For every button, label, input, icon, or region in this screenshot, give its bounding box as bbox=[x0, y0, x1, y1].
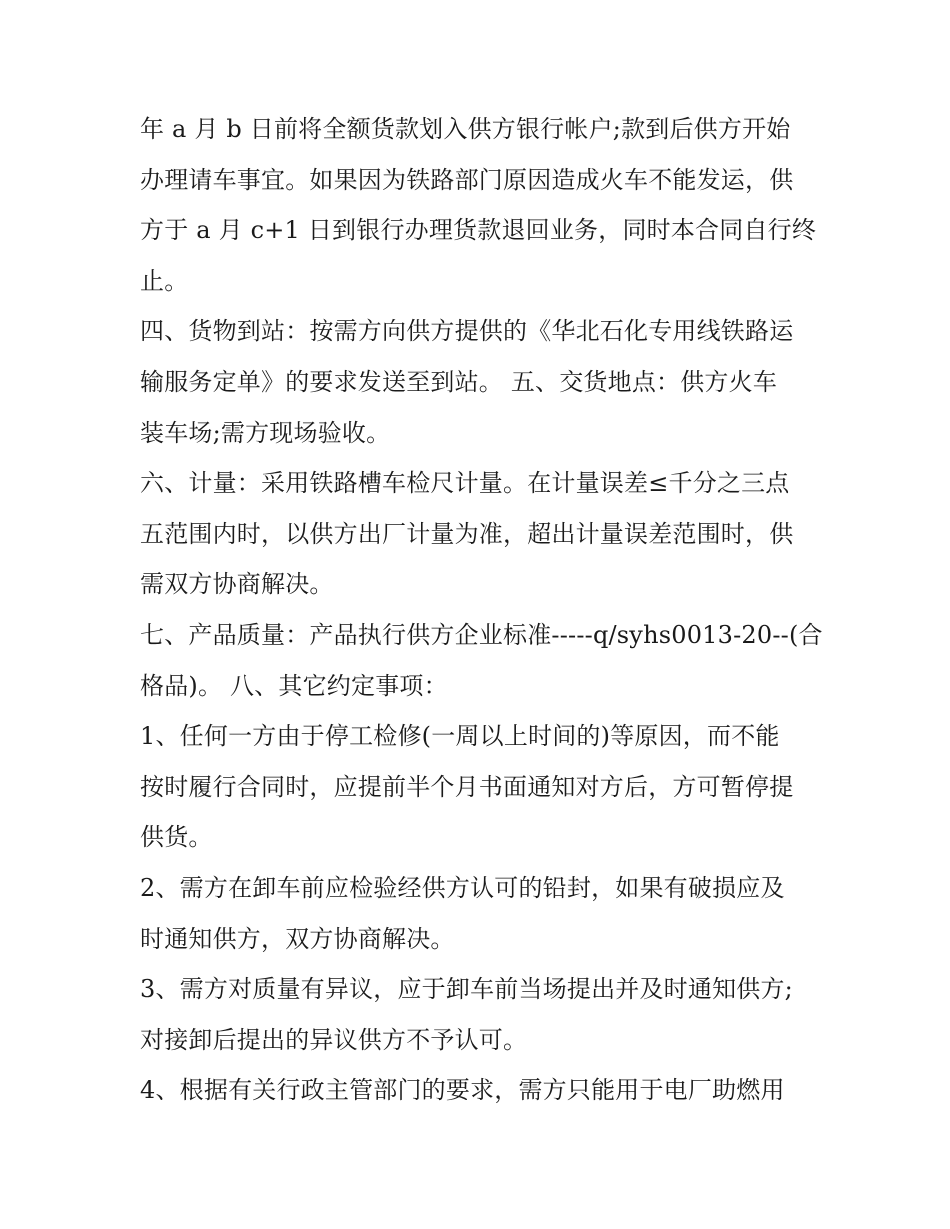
text-line: 输服务定单》的要求发送至到站。 五、交货地点：供方火车 bbox=[140, 367, 778, 396]
text-line: 按时履行合同时，应提前半个月书面通知对方后，方可暂停提 bbox=[140, 772, 794, 801]
text-line: 需双方协商解决。 bbox=[140, 570, 334, 599]
text-line: 时通知供方，双方协商解决。 bbox=[140, 924, 455, 953]
text-line: 年 a 月 b 日前将全额货款划入供方银行帐户;款到后供方开始 bbox=[140, 115, 791, 143]
paragraph-item-1 bbox=[140, 711, 830, 863]
text-line: 办理请车事宜。如果因为铁路部门原因造成火车不能发运，供 bbox=[140, 165, 794, 194]
paragraph-payment-terms bbox=[140, 104, 830, 306]
paragraph-destination bbox=[140, 306, 830, 458]
text-line: 1、任何一方由于停工检修(一周以上时间的)等原因，而不能 bbox=[140, 722, 780, 751]
text-line: 4、根据有关行政主管部门的要求，需方只能用于电厂助燃用 bbox=[140, 1076, 785, 1105]
paragraph-item-3 bbox=[140, 964, 830, 1065]
text-line: 六、计量：采用铁路槽车检尺计量。在计量误差≤千分之三点 bbox=[140, 469, 790, 498]
text-line: 装车场;需方现场验收。 bbox=[140, 418, 391, 447]
text-line: 3、需方对质量有异议，应于卸车前当场提出并及时通知供方; bbox=[140, 975, 793, 1004]
text-line: 止。 bbox=[140, 266, 189, 295]
paragraph-item-2 bbox=[140, 863, 830, 964]
document-body bbox=[140, 104, 830, 1116]
text-line: 方于 a 月 c+1 日到银行办理货款退回业务，同时本合同自行终 bbox=[140, 216, 817, 245]
paragraph-quality bbox=[140, 610, 830, 711]
text-line: 五范围内时，以供方出厂计量为准，超出计量误差范围时，供 bbox=[140, 519, 794, 548]
paragraph-measurement bbox=[140, 458, 830, 610]
text-line: 四、货物到站：按需方向供方提供的《华北石化专用线铁路运 bbox=[140, 317, 794, 346]
text-line: 格品)。 八、其它约定事项： bbox=[140, 671, 448, 700]
paragraph-item-4 bbox=[140, 1065, 830, 1116]
text-line: 对接卸后提出的异议供方不予认可。 bbox=[140, 1025, 528, 1054]
text-line: 2、需方在卸车前应检验经供方认可的铅封，如果有破损应及 bbox=[140, 873, 785, 902]
text-line: 七、产品质量：产品执行供方企业标准-----q/syhs0013-20--(合 bbox=[140, 620, 823, 649]
text-line: 供货。 bbox=[140, 823, 213, 852]
